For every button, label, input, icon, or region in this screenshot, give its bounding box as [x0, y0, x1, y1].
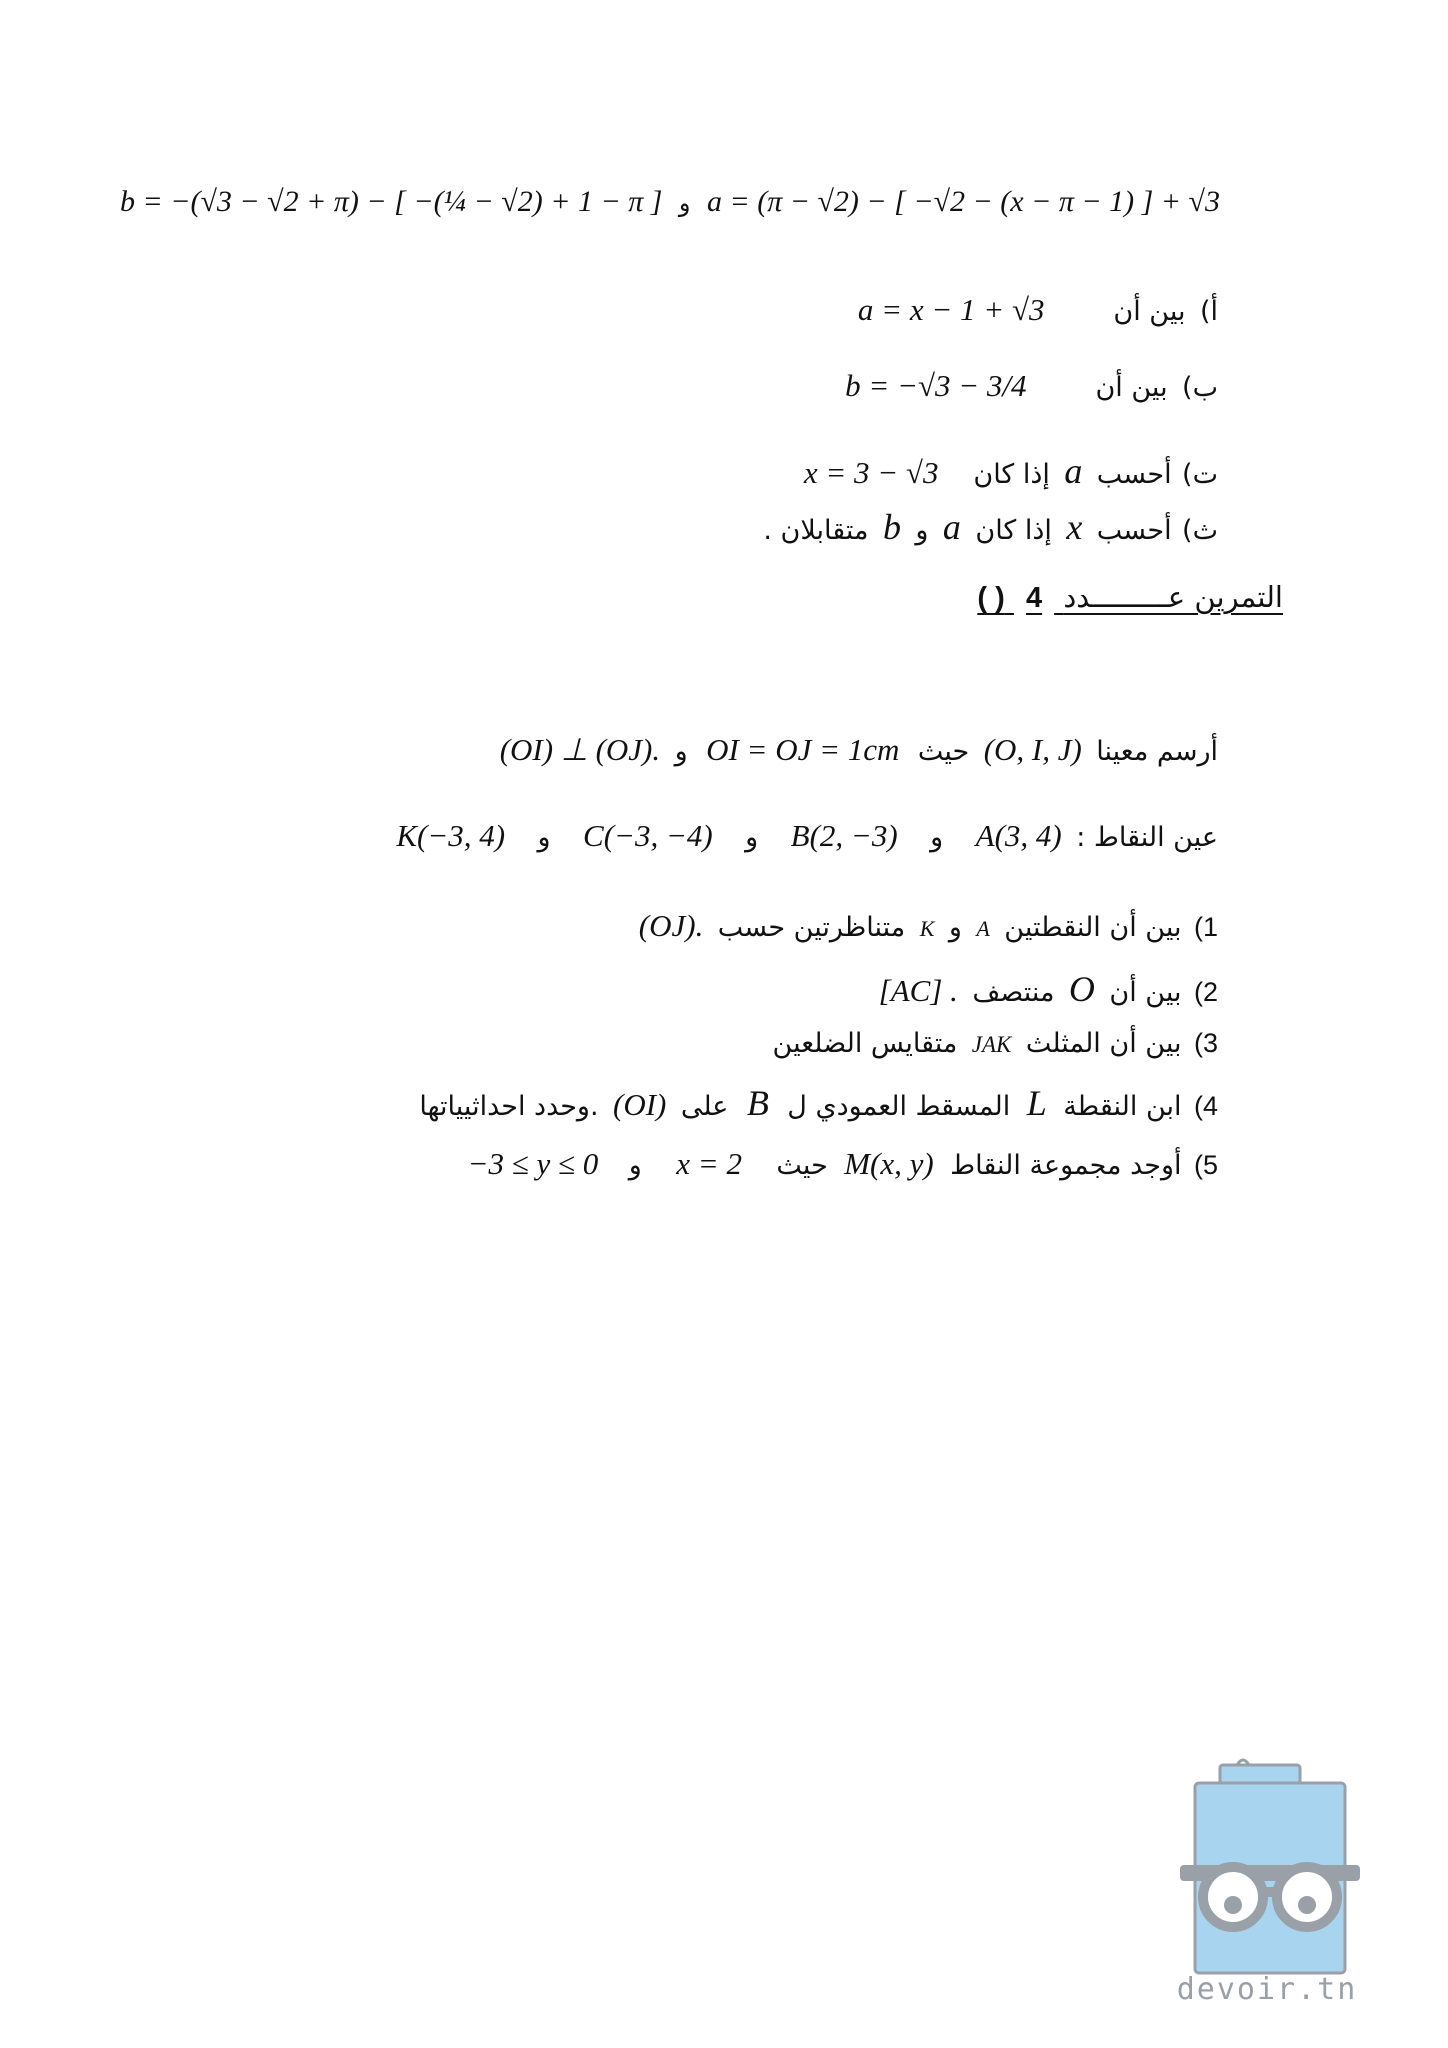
condition-y: −3 ≤ y ≤ 0	[467, 1146, 599, 1181]
expression-line	[119, 185, 1220, 219]
question-d-text-1: أحسب	[1096, 515, 1172, 546]
question-2-number: 2)	[1193, 977, 1218, 1007]
devoir-logo-icon	[1175, 1755, 1365, 2005]
question-4-text-1: ابن النقطة	[1063, 1091, 1182, 1122]
question-d	[763, 506, 1218, 548]
conjunction-and: و	[537, 822, 551, 853]
point-o: O	[1068, 969, 1095, 1009]
question-b-text: بين أن	[1095, 372, 1168, 403]
point-c: C(−3, −4)	[583, 818, 713, 853]
question-2-text-2: منتصف	[972, 977, 1055, 1008]
question-4	[419, 1082, 1218, 1124]
intro-text-1: أرسم معينا	[1096, 736, 1218, 767]
equal-lengths: OI = OJ = 1cm	[706, 732, 900, 767]
variable-x: x	[1066, 507, 1083, 547]
question-1-number: 1)	[1193, 912, 1218, 942]
conjunction-and: و	[915, 515, 929, 546]
question-1-text-1: بين أن النقطتين	[1004, 912, 1182, 943]
exercise-4-intro	[500, 732, 1218, 768]
question-2	[879, 968, 1218, 1010]
point-a-label: A	[976, 916, 990, 941]
question-a-formula: a = x − 1 + √3	[857, 292, 1045, 327]
question-c-text-1: أحسب	[1096, 459, 1172, 490]
question-5-text-2: حيث	[776, 1150, 828, 1181]
conjunction-and: و	[678, 189, 691, 217]
frame: (O, I, J)	[983, 732, 1082, 767]
question-d-text-3: متقابلان .	[763, 515, 869, 546]
intro-text-2: حيث	[917, 736, 970, 767]
conjunction-and: و	[745, 822, 759, 853]
question-c-formula: x = 3 − √3	[803, 455, 939, 490]
question-3	[773, 1028, 1218, 1059]
conjunction-and: و	[674, 736, 688, 767]
question-a-label: أ)	[1199, 296, 1218, 327]
question-5	[468, 1146, 1218, 1182]
question-b-formula: b = −√3 − 3/4	[845, 368, 1027, 403]
segment-ac: [AC] .	[878, 973, 958, 1008]
watermark-text: devoir.tn	[1176, 1972, 1358, 2007]
expression-a: a = (π − √2) − [ −√2 − (x − π − 1) ] + √3	[706, 185, 1220, 218]
question-a-text: بين أن	[1113, 296, 1186, 327]
question-1	[639, 908, 1218, 944]
heading-number: 4	[1025, 582, 1043, 614]
point-k: K(−3, 4)	[396, 818, 506, 853]
question-b	[845, 368, 1218, 404]
heading-text: التمرين عـــــــــدد	[1063, 580, 1283, 614]
exercise-4-heading	[977, 580, 1283, 615]
axis-oi: (OI)	[613, 1087, 667, 1122]
question-b-label: ب)	[1182, 372, 1218, 403]
point-l: L	[1026, 1083, 1047, 1123]
expression-b: b = −(√3 − √2 + π) − [ −(¼ − √2) + 1 − π ]	[119, 185, 663, 218]
question-c	[804, 450, 1218, 492]
variable-a: a	[1064, 451, 1083, 491]
triangle-jak: JAK	[971, 1032, 1012, 1057]
question-4-text-3: على	[680, 1091, 729, 1122]
question-d-text-2: إذا كان	[975, 515, 1052, 546]
question-3-text-2: متقايس الضلعين	[772, 1028, 958, 1059]
points-label: عين النقاط :	[1076, 822, 1218, 853]
points-line	[386, 818, 1218, 854]
point-b: B(2, −3)	[790, 818, 898, 853]
point-b-label: B	[746, 1083, 769, 1123]
question-3-text-1: بين أن المثلث	[1025, 1028, 1182, 1059]
question-1-text-2: متناظرتين حسب	[717, 912, 906, 943]
question-d-label: ث)	[1182, 515, 1218, 546]
question-4-text-4: .وحدد احداثيياتها	[419, 1091, 599, 1122]
question-5-text-1: أوجد مجموعة النقاط	[950, 1150, 1182, 1181]
axis-oj: (OJ).	[638, 908, 704, 943]
point-m: M(x, y)	[844, 1146, 934, 1181]
perpendicular-statement: (OI) ⊥ (OJ).	[499, 732, 661, 767]
question-5-number: 5)	[1193, 1150, 1218, 1180]
conjunction-and: و	[948, 912, 962, 943]
conjunction-and: و	[930, 822, 944, 853]
conjunction-and: و	[628, 1150, 642, 1181]
question-c-text-2: إذا كان	[973, 459, 1050, 490]
condition-x: x = 2	[676, 1146, 742, 1181]
question-4-number: 4)	[1193, 1091, 1218, 1121]
question-3-number: 3)	[1193, 1028, 1218, 1058]
variable-a: a	[942, 507, 961, 547]
variable-b: b	[882, 507, 901, 547]
point-k-label: K	[919, 916, 935, 941]
heading-parentheses: ( )	[977, 582, 1005, 614]
question-c-label: ت)	[1182, 459, 1218, 490]
question-4-text-2: المسقط العمودي ل	[787, 1091, 1011, 1122]
point-a: A(3, 4)	[975, 818, 1062, 853]
question-2-text-1: بين أن	[1109, 977, 1182, 1008]
question-a	[858, 292, 1218, 328]
